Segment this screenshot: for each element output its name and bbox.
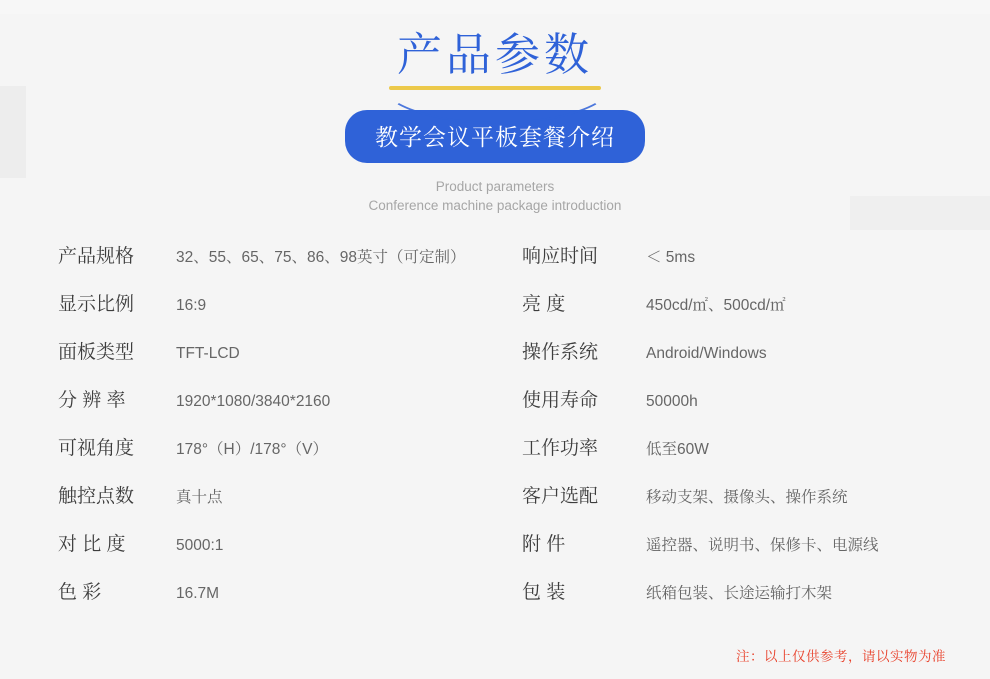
spec-value: 178°（H）/178°（V） [176, 441, 328, 458]
spec-row [58, 529, 482, 577]
spec-table [0, 241, 990, 625]
spec-label: 色 彩 [58, 582, 102, 603]
spec-label: 分 辨 率 [58, 390, 126, 411]
spec-label: 使用寿命 [522, 390, 599, 411]
spec-row [58, 241, 482, 289]
page-title: 产品参数 [396, 29, 593, 80]
spec-row [522, 289, 946, 337]
spec-row [58, 289, 482, 337]
spec-value: 1920*1080/3840*2160 [176, 393, 331, 410]
title-underline [389, 86, 601, 90]
spec-label: 响应时间 [522, 246, 599, 267]
spec-row [522, 481, 946, 529]
spec-label: 显示比例 [58, 294, 135, 315]
spec-row [522, 433, 946, 481]
page-header [0, 0, 990, 215]
badge-wrapper [0, 110, 990, 163]
spec-column-right [482, 241, 946, 625]
spec-label: 工作功率 [522, 438, 599, 459]
spec-row [522, 577, 946, 625]
spec-value: Android/Windows [646, 345, 767, 362]
spec-label: 产品规格 [58, 246, 135, 267]
spec-row [58, 433, 482, 481]
spec-label: 可视角度 [58, 438, 135, 459]
subtitle-line-1: Product parameters [435, 179, 555, 194]
spec-label: 面板类型 [58, 342, 135, 363]
spec-value: 16:9 [176, 297, 207, 314]
spec-row [58, 481, 482, 529]
spec-row [58, 577, 482, 625]
spec-value: 纸箱包装、长途运输打木架 [646, 585, 833, 602]
spec-label: 操作系统 [522, 342, 599, 363]
package-intro-badge: 教学会议平板套餐介绍 [345, 110, 645, 163]
spec-row [522, 337, 946, 385]
spec-value: 450cd/㎡、500cd/㎡ [646, 297, 786, 314]
spec-value: 16.7M [176, 585, 220, 602]
spec-row [522, 529, 946, 577]
spec-row [58, 337, 482, 385]
spec-row [58, 385, 482, 433]
spec-label: 包 装 [522, 582, 566, 603]
spec-row [522, 385, 946, 433]
disclaimer-note: 注：以上仅供参考，请以实物为准 [736, 649, 946, 664]
spec-label: 触控点数 [58, 486, 135, 507]
spec-value: TFT-LCD [176, 345, 240, 362]
spec-label: 客户选配 [522, 486, 599, 507]
subtitle-line-2: Conference machine package introduction [368, 198, 622, 213]
spec-label: 亮 度 [522, 294, 566, 315]
spec-value: 50000h [646, 393, 698, 410]
spec-row [522, 241, 946, 289]
spec-value: 移动支架、摄像头、操作系统 [646, 489, 848, 506]
spec-label: 对 比 度 [58, 534, 126, 555]
spec-value: 遥控器、说明书、保修卡、电源线 [646, 537, 879, 554]
spec-value: 5000:1 [176, 537, 224, 554]
spec-value: 32、55、65、75、86、98英寸（可定制） [176, 249, 466, 266]
spec-column-left [58, 241, 482, 625]
spec-value: ＜ 5ms [646, 249, 696, 266]
spec-label: 附 件 [522, 534, 566, 555]
subtitle-english [0, 177, 990, 215]
spec-value: 真十点 [176, 489, 223, 506]
spec-value: 低至60W [646, 441, 709, 458]
